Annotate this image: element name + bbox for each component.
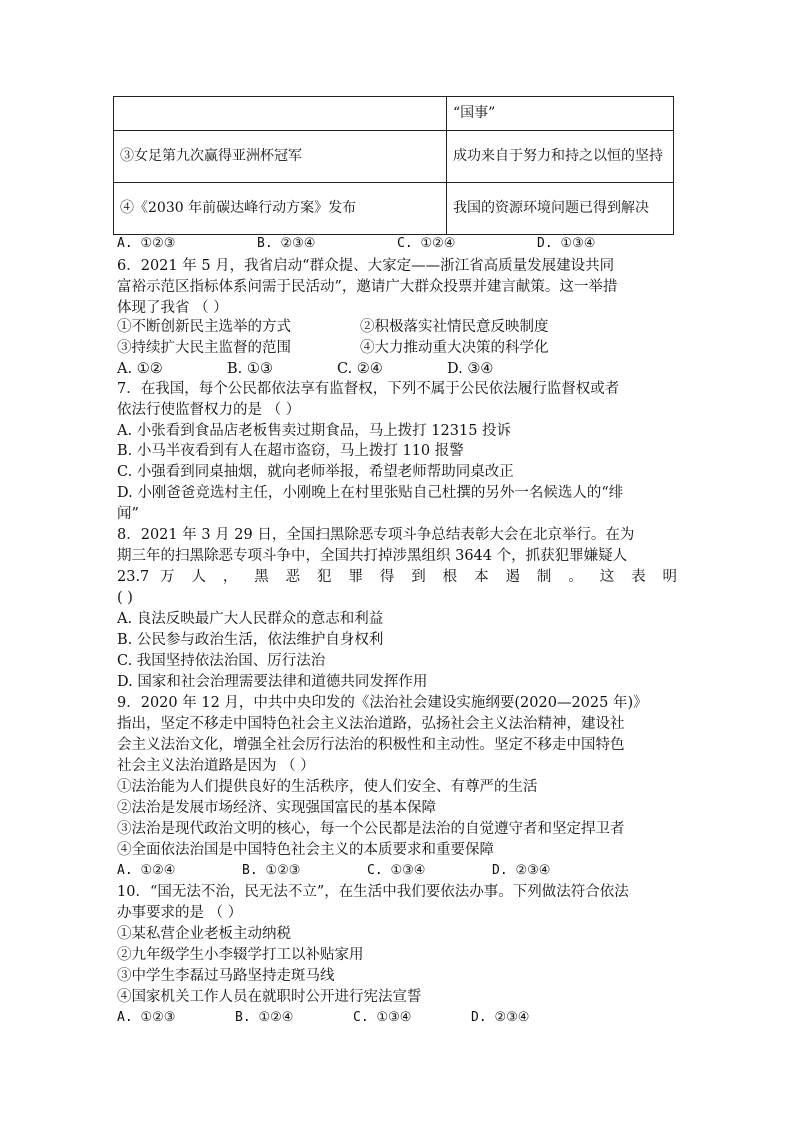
table-cell-conclusion: 成功来自于努力和持之以恒的坚持 [447,131,674,183]
q6-stem-line: 体现了我省 （ ） [117,300,228,316]
table-row [114,183,674,235]
q10-statement: ②九年级学生小李辍学打工以补贴家用 [117,947,364,963]
q10-option-a: A. ①②③ [117,1010,176,1025]
q6-statement: ③持续扩大民主监督的范围 [117,340,291,356]
q6-option-b: B. ①③ [227,361,273,377]
q6-statement: ①不断创新民主选举的方式 [117,319,291,335]
q8-choice-c: C. 我国坚持依法治国、厉行法治 [117,653,326,669]
q6-statements-row [117,317,549,337]
q9-stem-line: 会主义法治文化，增强全社会厉行法治的积极性和主动性。坚定不移走中国特色 [117,737,625,753]
q5-option-c: C. ①②④ [397,236,456,251]
q8-choice-a: A. 良法反映最广大人民群众的意志和利益 [117,611,384,627]
q10-stem-line: 10．“国无法不治，民无法不立”，在生活中我们要依法办事。下列做法符合依法 [117,884,629,900]
q10-option-b: B. ①②④ [235,1010,294,1025]
table-row [114,131,674,183]
q7-stem-line: 7．在我国，每个公民都依法享有监督权，下列不属于公民依法履行监督权或者 [117,381,620,397]
q9-statement: ④全面依法治国是中国特色社会主义的本质要求和重要保障 [117,842,494,858]
q10-stem-line: 办事要求的是 （ ） [117,905,243,921]
q6-stem-line: 富裕示范区指标体系问需于民活动”，邀请广大群众投票并建言献策。这一举措 [117,279,618,295]
q9-option-b: B. ①②③ [242,863,301,878]
q8-stem-line: 8．2021 年 3 月 29 日，全国扫黑除恶专项斗争总结表彰大会在北京举行。在为 [117,527,635,543]
q6-option-d: D. ③④ [447,361,494,377]
q5-option-b: B. ②③④ [257,236,316,251]
q7-choice-d: D. 小刚爸爸竞选村主任，小刚晚上在村里张贴自己杜撰的另外一名候选人的“绯 [117,485,624,501]
q5-option-a: A. ①②③ [117,236,176,251]
q10-options [117,1008,529,1028]
q7-choice-c: C. 小强看到同桌抽烟，就向老师举报，希望老师帮助同桌改正 [117,464,514,480]
q8-stem-line: 23.7 万 人 ， 黑 恶 犯 罪 得 到 根 本 遏 制 。 这 表 明 [117,569,677,585]
q9-stem-line: 社会主义法治道路是因为 （ ） [117,758,315,774]
event-conclusion-table [113,96,674,235]
q6-option-a: A. ①② [117,361,163,377]
q7-choice-d-continued: 闻” [117,506,139,522]
q6-options [117,359,493,379]
table-cell-conclusion: “国事” [447,97,674,131]
q8-choice-b: B. 公民参与政治生活，依法维护自身权利 [117,632,384,648]
q6-statements-row [117,338,549,358]
q9-statement: ①法治能为人们提供良好的生活秩序，使人们安全、有尊严的生活 [117,779,538,795]
q9-statement: ②法治是发展市场经济、实现强国富民的基本保障 [117,800,436,816]
q5-options [117,234,595,254]
q9-stem-line: 9．2020 年 12 月，中共中央印发的《法治社会建设实施纲要(2020—2025 年)》 [117,695,648,711]
q6-statement: ④大力推动重大决策的科学化 [360,340,549,356]
q6-statement: ②积极落实社情民意反映制度 [360,319,549,335]
q8-choice-d: D. 国家和社会治理需要法律和道德共同发挥作用 [117,674,428,690]
q7-stem-line: 依法行使监督权力的是 （ ） [117,402,301,418]
q5-option-d: D. ①③④ [537,236,596,251]
q9-option-c: C. ①③④ [367,863,426,878]
table-row [114,97,674,131]
q6-option-c: C. ②④ [337,361,383,377]
q6-stem-line: 6．2021 年 5 月，我省启动“群众提、大家定——浙江省高质量发展建设共同 [117,258,615,274]
q10-statement: ①某私营企业老板主动纳税 [117,926,291,942]
q8-stem-line: 期三年的扫黑除恶专项斗争中，全国共打掉涉黑组织 3644 个，抓获犯罪嫌疑人 [117,548,628,564]
table-cell-conclusion: 我国的资源环境问题已得到解决 [447,183,674,235]
q10-option-c: C. ①③④ [353,1010,412,1025]
table-cell-event [114,97,447,131]
q9-stem-line: 指出，坚定不移走中国特色社会主义法治道路，弘扬社会主义法治精神，建设社 [117,716,625,732]
q9-option-d: D. ②③④ [492,863,551,878]
q9-option-a: A. ①②④ [117,863,176,878]
q10-statement: ③中学生李磊过马路坚持走斑马线 [117,968,335,984]
q9-statement: ③法治是现代政治文明的核心，每一个公民都是法治的自觉遵守者和坚定捍卫者 [117,821,625,837]
q8-answer-bracket: ( ) [117,590,133,606]
q9-options [117,861,550,881]
q10-statement: ④国家机关工作人员在就职时公开进行宪法宣誓 [117,989,422,1005]
q7-choice-b: B. 小马半夜看到有人在超市盗窃，马上拨打 110 报警 [117,443,464,459]
table-cell-event: ④《2030 年前碳达峰行动方案》发布 [114,183,447,235]
q7-choice-a: A. 小张看到食品店老板售卖过期食品，马上拨打 12315 投诉 [117,423,512,439]
q10-option-d: D. ②③④ [471,1010,530,1025]
table-cell-event: ③女足第九次赢得亚洲杯冠军 [114,131,447,183]
